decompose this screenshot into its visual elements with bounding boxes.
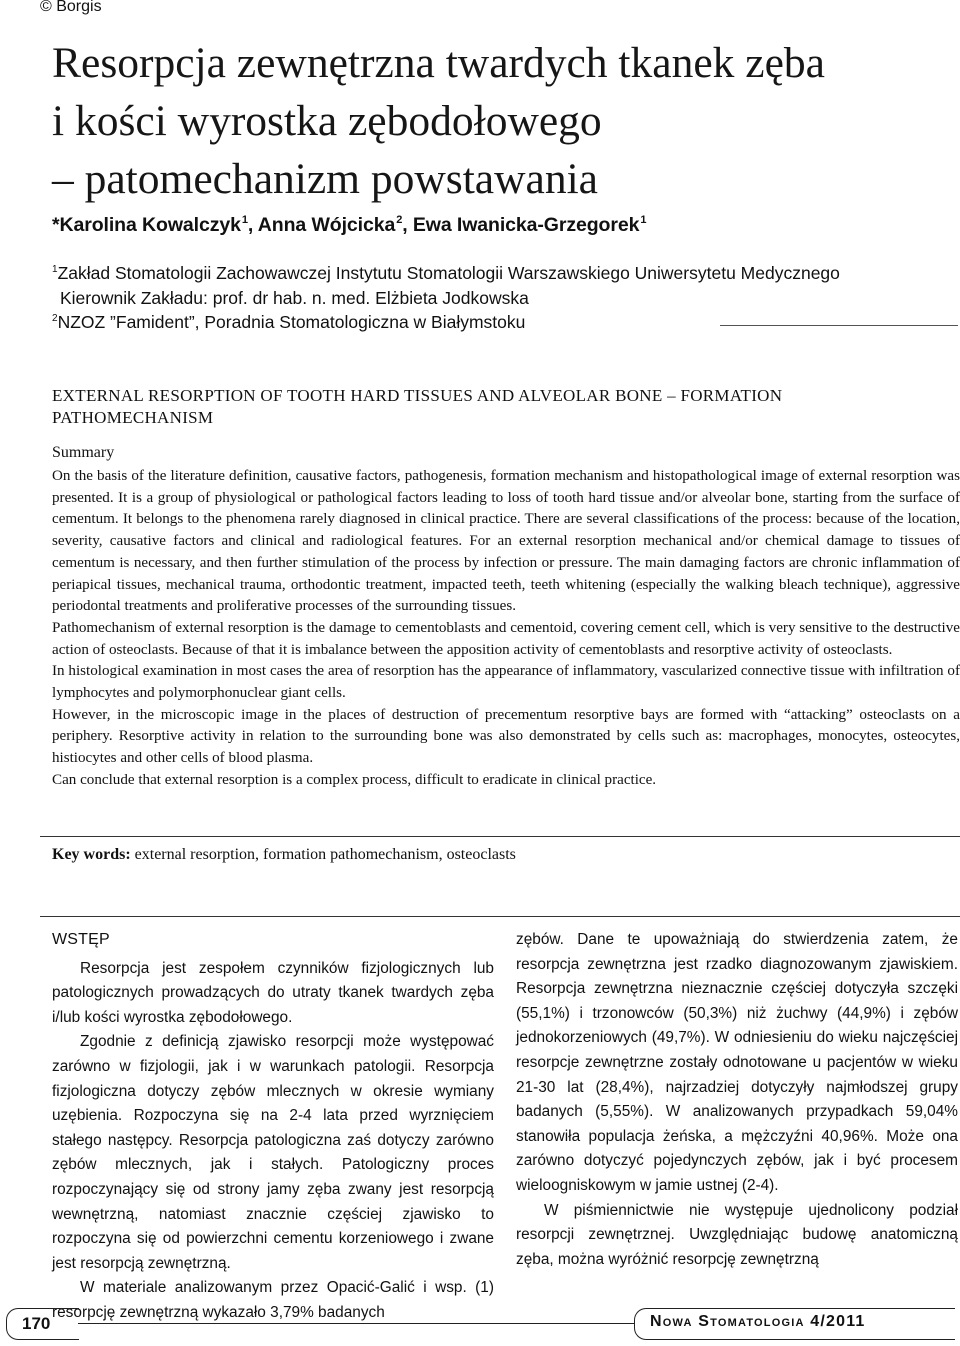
title-line-2: i kości wyrostka zębodołowego [52,97,602,145]
affiliation-text: NZOZ ”Famident”, Poradnia Stomatologiczna w Białymstoku [57,312,526,332]
body-paragraph: Zgodnie z definicją zjawisko resorpcji może występować zarówno w fizjologii, jak i w warunkach patologii. Resorpcja fizjologiczna dotyczy zębów mlecznych w okresie wymiany uzębienia. Rozpoczyna się na 2-4 lata przed wyrznięciem stałego następcy. Resorpcja patologiczna zaś dotyczy zarówno zębów mlecznych, jak i stałych. Patologiczny proces rozpoczynający się od strony jamy zęba zwany jest resorpcją wewnętrzną, natomiast znacznie częściej zjawisko to rozpoczyna się od powierzchni cementu korzeniowego i zwane jest resorpcją zewnętrzną. [52,1033,494,1272]
body-paragraph: W materiale analizowanym przez Opacić-Galić i wsp. (1) resorpcję zewnętrzną wykazało 3,79% badanych [52,1279,494,1321]
body-paragraph: W piśmiennictwie nie występuje ujednolicony podział resorpcji zewnętrznej. Uwzględniając budowę anatomiczną zęba, można wyróżnić resorpcję zewnętrzną [516,1201,958,1268]
affiliation-mark: 1 [52,264,58,275]
title-line-1: Resorpcja zewnętrzna twardych tkanek zęba [52,39,825,87]
summary-paragraph: However, in the microscopic image in the places of destruction of precementum resorptive bays are formed with “attacking” osteoclasts on a periphery. Resorptive activity in relation to the surrounding bone was also demonstrated by cells such as: macrophages, monocytes, osteocytes, histiocytes and other cells of blood plasma. [52,706,960,767]
body-paragraph: Resorpcja jest zespołem czynników fizjologicznych lub patologicznych prowadzących do utraty tkanek twardych zęba i/lub kości wyrostka zębodołowego. [52,959,494,1026]
title-line-3: – patomechanizm powstawania [52,155,598,203]
author-name: , Ewa Iwanicka-Grzegorek [402,214,640,236]
body-column-right [516,928,958,1272]
keywords-line [52,846,516,864]
author-name: , Anna Wójcicka [247,214,396,236]
copyright-notice: © Borgis [40,0,102,15]
keywords-text: external resorption, formation pathomechanism, osteoclasts [130,846,516,863]
summary-paragraph: In histological examination in most cases the area of resorption has the appearance of inflammatory, vascularized connective tissue with infiltration of lymphocytes and polymorphonuclear giant cells. [52,663,960,702]
summary-body [52,466,960,792]
english-title: EXTERNAL RESORPTION OF TOOTH HARD TISSUES AND ALVEOLAR BONE – FORMATION PATHOMECHANISM [52,386,783,427]
affiliation-1-head: Kierownik Zakładu: prof. dr hab. n. med. Elżbieta Jodkowska [60,288,529,308]
summary-paragraph: Can conclude that external resorption is a complex process, difficult to eradicate in clinical practice. [52,771,657,788]
authors-line [52,214,646,237]
author-affiliation-mark: 1 [241,214,248,226]
keywords-label: Key words: [52,846,131,863]
affiliation-text: Zakład Stomatologii Zachowawczej Instytutu Stomatologii Warszawskiego Uniwersytetu Medycznego [57,263,840,283]
footer-rule [78,1323,634,1324]
summary-heading: Summary [52,444,115,461]
summary-paragraph: Pathomechanism of external resorption is the damage to cementoblasts and cementoid, covering cement cell, which is very sensitive to the destructive action of osteoclasts. Because of that it is imbalance between the apposition activity of cementoblasts and resorptive activity of osteoclasts. [52,619,960,658]
article-title [52,34,932,208]
section-divider [40,916,960,917]
section-heading: WSTĘP [52,931,110,948]
header-divider [720,325,958,326]
author-name: *Karolina Kowalczyk [52,214,241,236]
affiliation-1 [52,263,840,284]
page-footer [0,1306,960,1346]
summary-paragraph: On the basis of the literature definition, causative factors, pathogenesis, formation mechanism and histopathological image of external resorption was presented. It is a group of physiological or pathological factors leading to loss of tooth hard tissue and/or alveolar bone, starting from the surface of cementum. It belongs to the phenomena rarely diagnosed in clinical practice. There are several classifications of the process: because of the location, severity, causative factors and clinical and radiological features. For an external resorption mechanical and/or chemical damage to tissues of cementum is necessary, and then further stimulation of the process by infection or pressure. The main damaging factors are chronic inflammation of periapical tissues, mechanical trauma, orthodontic treatment, impacted teeth, teeth whitening (especially the walking bleach technique), aggressive periodontal treatments and proliferative processes of the surrounding tissues. [52,468,960,615]
affiliation-2 [52,312,525,333]
affiliation-mark: 2 [52,313,58,324]
author-affiliation-mark: 1 [640,214,647,226]
page-number: 170 [22,1314,51,1333]
journal-name: Nowa Stomatologia 4/2011 [650,1313,866,1330]
body-paragraph: zębów. Dane te upoważniają do stwierdzenia zatem, że resorpcja zewnętrzna jest rzadko diagnozowanym zjawiskiem. Resorpcja zewnętrzna nieznacznie częściej dotyczyła szczęki (55,1%) i trzonowców (50,3%) niż żuchwy (44,9%) i zębów jednokorzeniowych (49,7%). W odniesieniu do wieku najczęściej resorpcje zewnętrzne zostały odnotowane u pacjentów w wieku 21-30 lat (28,4%), najrzadziej dotyczyły najmłodszej grupy badanych (5,55%). W analizowanych przypadkach 59,04% stanowiła populacja żeńska, a mężczyźni 40,96%. Może ona zarówno dotyczyć pojedynczych zębów, jak i być procesem wieloogniskowym w jamie ustnej (2-4). [516,931,958,1194]
body-column-left [52,928,494,1326]
author-affiliation-mark: 2 [396,214,403,226]
